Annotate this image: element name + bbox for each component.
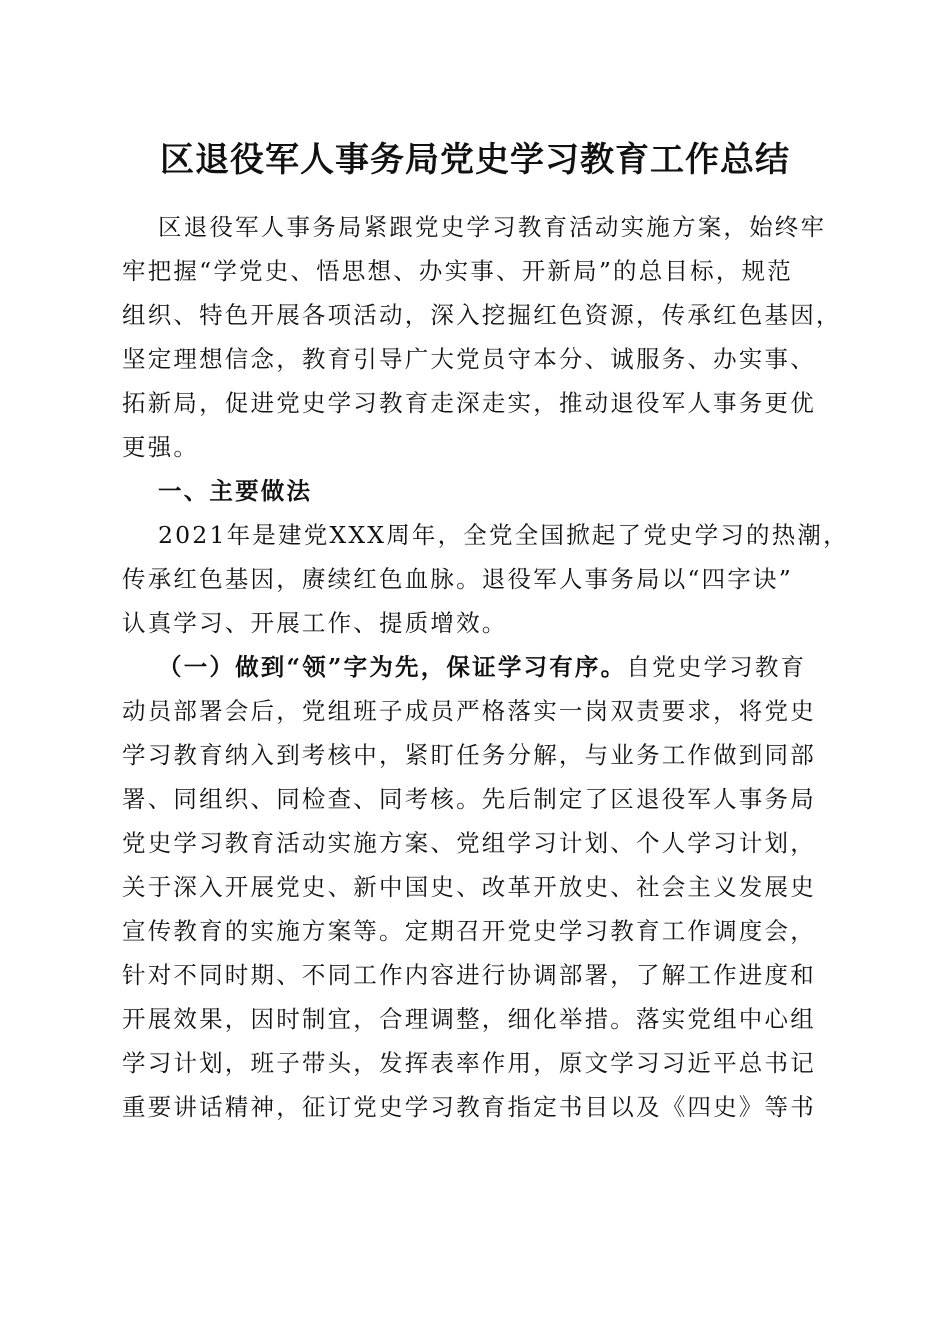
paragraph-3-line: 署、同组织、同检查、同考核。先后制定了区退役军人事务局	[122, 785, 816, 813]
paragraph-1-line: 组织、特色开展各项活动，深入挖掘红色资源，传承红色基因，	[122, 301, 842, 329]
paragraph-3-first-line	[122, 645, 832, 689]
paragraph-3-text: 自党史学习教育	[626, 653, 807, 681]
paragraph-1-line: 拓新局，促进党史学习教育走深走实，推动退役军人事务更优	[122, 389, 816, 417]
section-heading: 一、主要做法	[158, 477, 313, 505]
paragraph-1-line: 更强。	[122, 433, 200, 461]
paragraph-3-line: 开展效果，因时制宜，合理调整，细化举措。落实党组中心组	[122, 1005, 816, 1033]
paragraph-1-line: 牢把握“学党史、悟思想、办实事、开新局”的总目标，规范	[122, 257, 793, 285]
paragraph-3-line: 关于深入开展党史、新中国史、改革开放史、社会主义发展史	[122, 873, 816, 901]
document-body	[122, 205, 849, 1129]
paragraph-2-line: 认真学习、开展工作、提质增效。	[122, 609, 508, 637]
paragraph-3-line: 宣传教育的实施方案等。定期召开党史学习教育工作调度会，	[122, 917, 816, 945]
paragraph-1-line: 坚定理想信念，教育引导广大党员守本分、诚服务、办实事、	[122, 345, 816, 373]
paragraph-3-line: 动员部署会后，党组班子成员严格落实一岗双责要求，将党史	[122, 697, 816, 725]
subsection-heading: （一）做到“领”字为先，保证学习有序。	[158, 653, 627, 681]
document-title: 区退役军人事务局党史学习教育工作总结	[160, 140, 790, 180]
paragraph-3-line: 党史学习教育活动实施方案、党组学习计划、个人学习计划，	[122, 829, 816, 857]
paragraph-2-line: 传承红色基因，赓续红色血脉。退役军人事务局以“四字诀”	[122, 565, 793, 593]
paragraph-3-line: 学习教育纳入到考核中，紧盯任务分解，与业务工作做到同部	[122, 741, 816, 769]
paragraph-3-line: 针对不同时期、不同工作内容进行协调部署，了解工作进度和	[122, 961, 816, 989]
paragraph-3-line: 学习计划，班子带头，发挥表率作用，原文学习习近平总书记	[122, 1049, 816, 1077]
paragraph-2-line: 2021年是建党XXX周年，全党全国掀起了党史学习的热潮，	[158, 521, 849, 549]
paragraph-3-line: 重要讲话精神，征订党史学习教育指定书目以及《四史》等书	[122, 1093, 816, 1121]
paragraph-1-line: 区退役军人事务局紧跟党史学习教育活动实施方案，始终牢	[158, 213, 827, 241]
